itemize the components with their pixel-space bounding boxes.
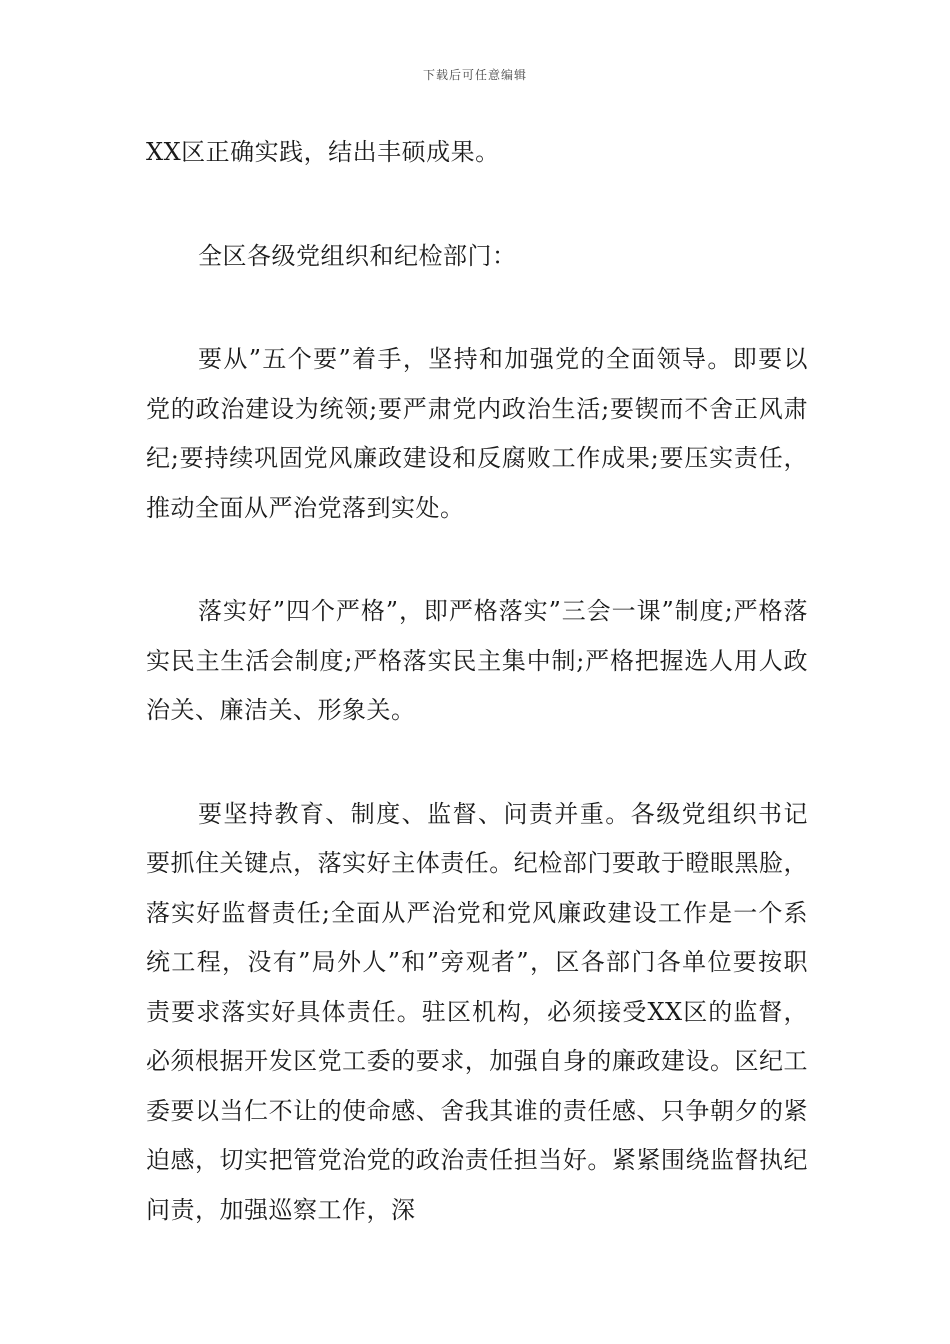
paragraph-five-requirements: 要从”五个要”着手，坚持和加强党的全面领导。即要以党的政治建设为统领;要严肃党内政治生活;要锲而不舍正风肃纪;要持续巩固党风廉政建设和反腐败工作成果;要压实责任，推动全面从严治党落到实处。	[146, 345, 808, 522]
paragraph-four-strict: 落实好”四个严格”，即严格落实”三会一课”制度;严格落实民主生活会制度;严格落实民主集中制;严格把握选人用人政治关、廉洁关、形象关。	[146, 597, 808, 724]
paragraph-salutation: 全区各级党组织和纪检部门：	[198, 241, 517, 270]
header-note: 下载后可任意编辑	[422, 68, 527, 82]
paragraph-continuation: XX区正确实践，结出丰硕成果。	[146, 138, 500, 166]
paragraph-education-supervision: 要坚持教育、制度、监督、问责并重。各级党组织书记要抓住关键点，落实好主体责任。纪检部门要敢于瞪眼黑脸，落实好监督责任;全面从严治党和党风廉政建设工作是一个系统工程，没有”局外人”和”旁观者”，区各部门各单位要按职责要求落实好具体责任。驻区机构，必须接受XX区的监督，必须根据开发区党工委的要求，加强自身的廉政建设。区纪工委要以当仁不让的使命感、舍我其谁的责任感、只争朝夕的紧迫感，切实把管党治党的政治责任担当好。紧紧围绕监督执纪问责，加强巡察工作，深	[146, 799, 808, 1224]
document-body	[146, 128, 808, 1289]
